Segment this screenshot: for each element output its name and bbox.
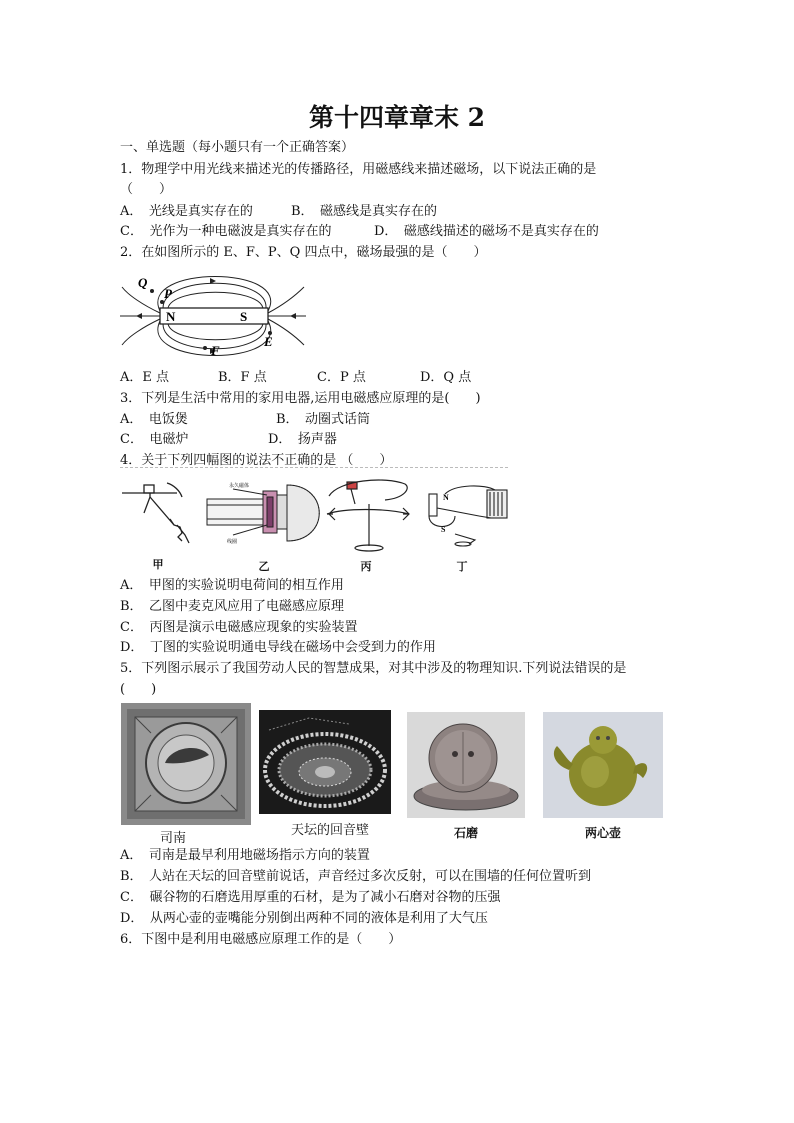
q6-stem: 6．下图中是利用电磁感应原理工作的是（ ） — [120, 932, 402, 947]
q4-dashed-divider — [120, 467, 508, 468]
q4-stem: 4．关于下列四幅图的说法不正确的是 （ ） — [120, 453, 393, 468]
q4-label-magnet: 永久磁体 — [229, 483, 250, 489]
q2-option-a: A．E 点 — [120, 370, 170, 385]
q2-label-f: F — [211, 343, 220, 358]
page-title: 第十四章章末 2 — [308, 103, 486, 132]
q5-caption-millstone: 石磨 — [453, 826, 478, 840]
q1-option-b: B． 磁感线是真实存在的 — [291, 204, 438, 219]
q2-stem: 2．在如图所示的 E、F、P、Q 四点中，磁场最强的是（ ） — [120, 245, 487, 260]
q4-figure-jia — [122, 475, 202, 550]
q5-paren: ( ) — [120, 682, 157, 697]
q1-option-d: D． 磁感线描述的磁场不是真实存在的 — [374, 224, 599, 239]
q4-caption-bing: 丙 — [360, 560, 372, 573]
q4-option-c: C． 丙图是演示电磁感应现象的实验装置 — [120, 620, 358, 635]
q4-figure-bing — [325, 474, 413, 554]
q4-option-a: A． 甲图的实验说明电荷间的相互作用 — [120, 578, 344, 593]
q2-label-n: N — [166, 309, 176, 324]
q3-option-a: A． 电饭煲 — [120, 412, 188, 427]
q2-magnet-field-figure — [118, 265, 308, 365]
q4-label-n: N — [443, 493, 449, 502]
q2-label-p: P — [164, 286, 172, 301]
q2-option-b: B．F 点 — [218, 370, 267, 385]
q4-option-b: B． 乙图中麦克风应用了电磁感应原理 — [120, 599, 345, 614]
q5-caption-teapot: 两心壶 — [584, 826, 621, 840]
q2-label-s: S — [240, 309, 248, 324]
q3-stem: 3．下列是生活中常用的家用电器,运用电磁感应原理的是( ) — [120, 391, 481, 406]
q1-option-c: C． 光作为一种电磁波是真实存在的 — [120, 224, 332, 239]
q2-option-c: C．P 点 — [317, 370, 366, 385]
q2-option-d: D．Q 点 — [420, 370, 472, 385]
q5-image-teapot — [543, 712, 663, 818]
q4-caption-jia: 甲 — [152, 558, 164, 571]
section-heading: 一、单选题（每小题只有一个正确答案） — [120, 140, 355, 155]
q4-figure-ding — [415, 474, 515, 554]
q4-figure-yi — [205, 477, 325, 549]
q5-caption-echo-wall: 天坛的回音壁 — [290, 823, 369, 838]
q2-label-e: E — [264, 334, 273, 349]
q3-option-b: B． 动圈式话筒 — [276, 412, 371, 427]
q4-caption-yi: 乙 — [258, 560, 270, 573]
q5-stem: 5．下列图示展示了我国劳动人民的智慧成果，对其中涉及的物理知识.下列说法错误的是 — [120, 661, 627, 676]
q2-label-q: Q — [138, 275, 148, 290]
q3-option-d: D． 扬声器 — [268, 432, 337, 447]
q5-option-a: A． 司南是最早利用地磁场指示方向的装置 — [120, 848, 370, 863]
q5-image-sinan — [121, 703, 251, 825]
q1-paren: （ ） — [120, 182, 173, 197]
q5-option-d: D． 从两心壶的壶嘴能分别倒出两种不同的液体是利用了大气压 — [120, 911, 488, 926]
q5-image-millstone — [407, 712, 525, 818]
q5-image-echo-wall — [259, 710, 391, 814]
q4-label-coil: 线圈 — [227, 539, 238, 545]
q5-caption-sinan: 司南 — [159, 831, 186, 846]
q5-option-b: B． 人站在天坛的回音壁前说话，声音经过多次反射，可以在围墙的任何位置听到 — [120, 869, 592, 884]
q5-option-c: C． 碾谷物的石磨选用厚重的石材，是为了减小石磨对谷物的压强 — [120, 890, 501, 905]
q4-label-s: S — [441, 525, 446, 534]
q4-caption-ding: 丁 — [456, 560, 468, 573]
q4-option-d: D． 丁图的实验说明通电导线在磁场中会受到力的作用 — [120, 640, 436, 655]
q1-stem: 1．物理学中用光线来描述光的传播路径，用磁感线来描述磁场，以下说法正确的是 — [120, 162, 597, 177]
q3-option-c: C． 电磁炉 — [120, 432, 189, 447]
q1-option-a: A． 光线是真实存在的 — [120, 204, 253, 219]
